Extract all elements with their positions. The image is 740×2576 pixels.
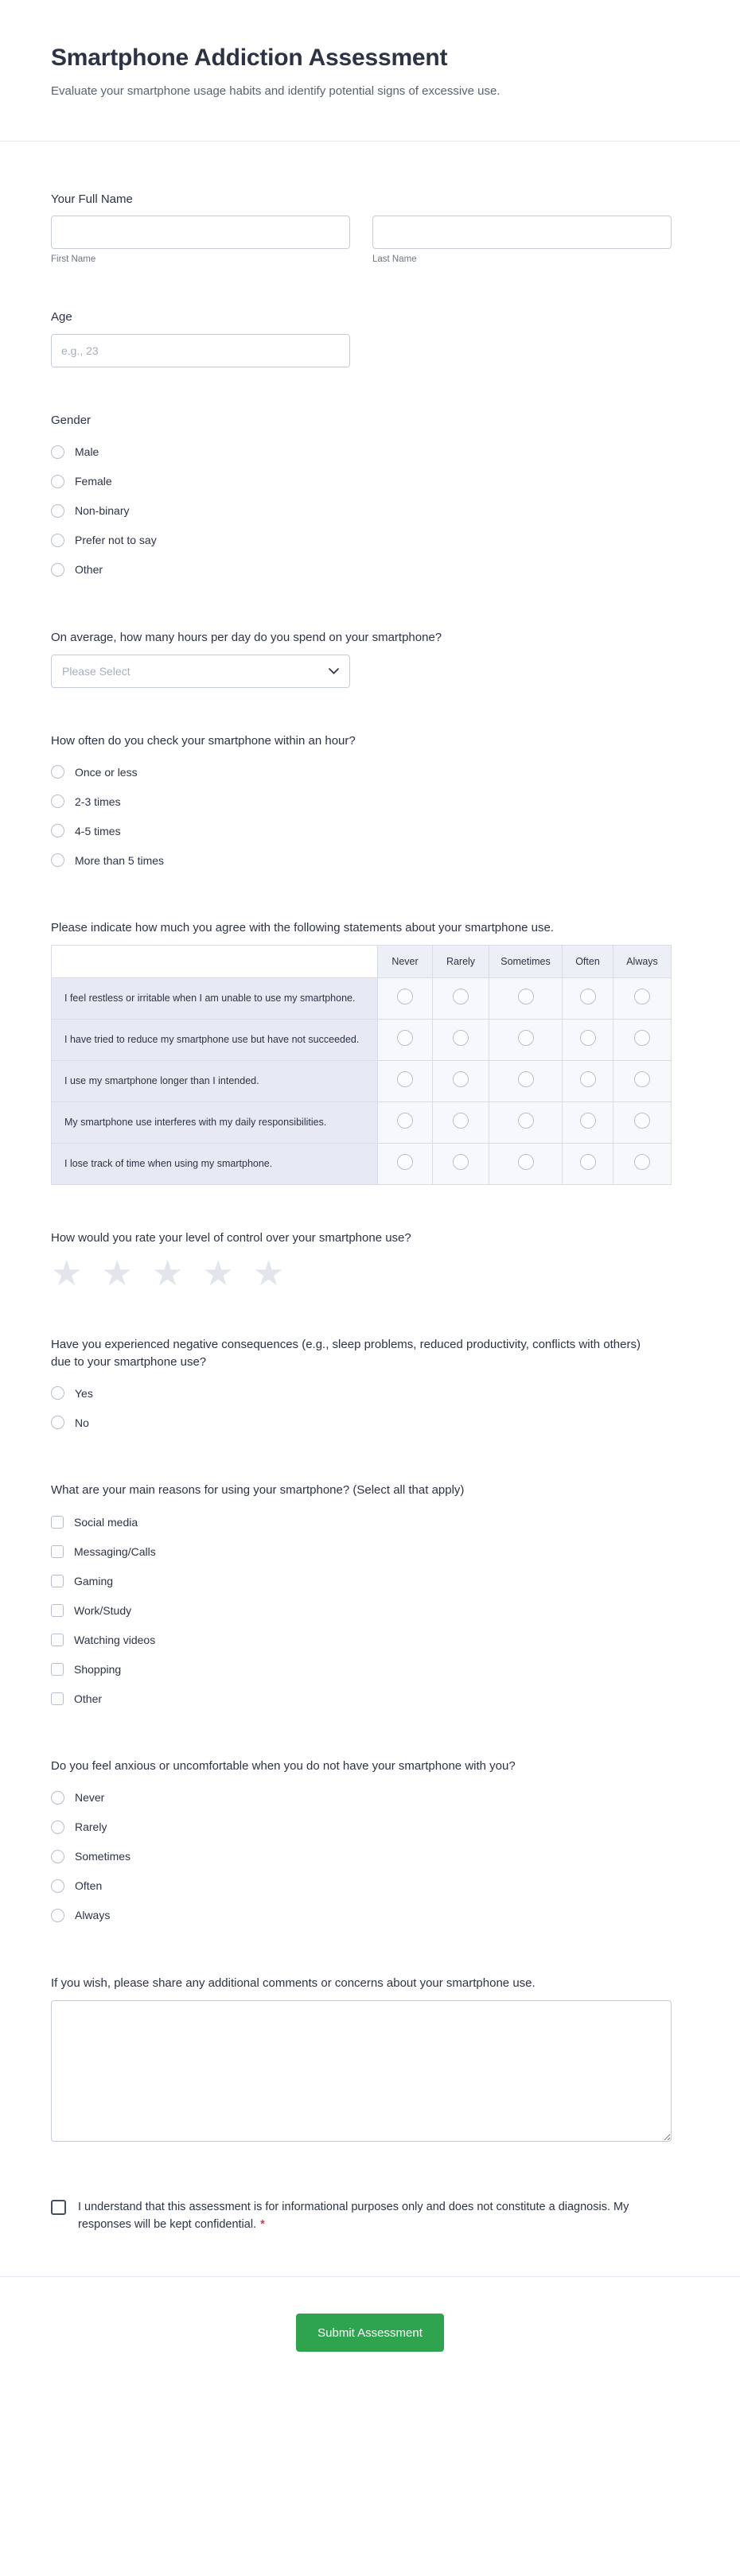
option-label: No <box>75 1416 89 1429</box>
matrix-radio[interactable] <box>453 1154 469 1170</box>
hours-select-value: Please Select <box>62 664 130 678</box>
comments-label: If you wish, please share any additional comments or concerns about your smartphone use. <box>51 1976 536 1990</box>
matrix-cell <box>489 1061 563 1102</box>
matrix-radio[interactable] <box>580 1071 596 1087</box>
star-rating <box>51 1253 672 1293</box>
field-anxiety <box>51 1758 672 1930</box>
field-comments <box>51 1975 672 2146</box>
gender-option-prefer-not-to-say[interactable] <box>51 526 672 555</box>
matrix-cell <box>433 1020 489 1061</box>
option-label: Other <box>75 563 103 577</box>
matrix-cell <box>433 1061 489 1102</box>
matrix-row <box>52 978 672 1020</box>
radio-icon[interactable] <box>51 1791 64 1805</box>
option-label: Female <box>75 475 112 488</box>
matrix-cell <box>378 1144 433 1185</box>
age-input[interactable] <box>51 334 350 367</box>
matrix-row <box>52 1102 672 1144</box>
last-name-sublabel: Last Name <box>372 254 417 265</box>
form-header <box>0 0 740 101</box>
matrix-cell <box>433 1102 489 1144</box>
reason-option-work-study[interactable] <box>51 1595 672 1625</box>
radio-icon[interactable] <box>51 765 64 779</box>
radio-icon[interactable] <box>51 1416 64 1429</box>
matrix-row <box>52 1144 672 1185</box>
submit-button[interactable]: Submit Assessment <box>296 2314 444 2352</box>
option-label: Social media <box>74 1515 138 1529</box>
radio-icon[interactable] <box>51 853 64 867</box>
matrix-radio[interactable] <box>518 1113 534 1129</box>
reason-option-watching-videos[interactable] <box>51 1625 672 1654</box>
option-label: Messaging/Calls <box>74 1544 156 1558</box>
matrix-row-label: I lose track of time when using my smartphone. <box>52 1144 378 1185</box>
first-name-input[interactable] <box>51 216 350 249</box>
page-subtitle: Evaluate your smartphone usage habits and identify potential signs of excessive use. <box>51 84 500 98</box>
option-label: Gaming <box>74 1574 114 1587</box>
matrix-radio[interactable] <box>518 1071 534 1087</box>
anxiety-options <box>51 1783 672 1930</box>
consent-statement: I understand that this assessment is for informational purposes only and does not constitute a diagnosis. My responses will be kept confidential. <box>78 2200 629 2231</box>
negative-option-yes[interactable] <box>51 1378 672 1408</box>
option-label: More than 5 times <box>75 853 165 867</box>
agreement-matrix-table <box>51 945 672 1185</box>
check-frequency-options <box>51 757 672 875</box>
field-negative-consequences <box>51 1336 672 1438</box>
full-name-label: Your Full Name <box>51 192 133 206</box>
star-icon[interactable]: ★ <box>151 1253 184 1293</box>
option-label: Always <box>75 1909 111 1922</box>
comments-textarea[interactable] <box>51 2000 672 2142</box>
matrix-column-often: Often <box>563 946 613 978</box>
option-label: Shopping <box>74 1662 122 1676</box>
option-label: Rarely <box>75 1820 107 1834</box>
matrix-cell <box>563 978 613 1020</box>
hours-select[interactable] <box>51 655 350 688</box>
checkbox-icon[interactable] <box>51 1663 64 1676</box>
option-label: Often <box>75 1879 103 1893</box>
consent-checkbox[interactable] <box>51 2200 66 2215</box>
star-icon[interactable]: ★ <box>252 1253 285 1293</box>
radio-icon[interactable] <box>51 1879 64 1893</box>
reason-option-messaging-calls[interactable] <box>51 1537 672 1566</box>
matrix-radio[interactable] <box>518 1154 534 1170</box>
field-full-name <box>51 191 672 265</box>
matrix-column-sometimes: Sometimes <box>489 946 563 978</box>
check-frequency-label: How often do you check your smartphone within an hour? <box>51 733 356 748</box>
option-label: 4-5 times <box>75 824 121 837</box>
matrix-cell <box>378 1020 433 1061</box>
matrix-radio[interactable] <box>580 1030 596 1046</box>
required-indicator: * <box>260 2217 265 2231</box>
matrix-cell <box>378 1061 433 1102</box>
consent-text <box>78 2198 672 2234</box>
form-body <box>0 142 740 2277</box>
name-inputs-row <box>51 216 672 264</box>
checkbox-icon[interactable] <box>51 1516 64 1529</box>
matrix-cell <box>563 1102 613 1144</box>
age-label: Age <box>51 310 72 324</box>
field-gender <box>51 412 672 585</box>
option-label: Non-binary <box>75 504 130 518</box>
field-usage-reasons <box>51 1482 672 1713</box>
matrix-corner-cell <box>52 946 378 978</box>
reason-option-other[interactable] <box>51 1684 672 1713</box>
option-label: Male <box>75 445 99 459</box>
matrix-radio[interactable] <box>634 1154 650 1170</box>
negative-consequences-label: Have you experienced negative consequences (e.g., sleep problems, reduced productivity, conflicts with others) due to your smartphone use? <box>51 1337 641 1369</box>
matrix-header-row <box>52 946 672 978</box>
option-label: Once or less <box>75 765 138 779</box>
matrix-cell <box>563 1061 613 1102</box>
checkbox-icon[interactable] <box>51 1692 64 1705</box>
negative-consequences-options <box>51 1378 672 1437</box>
hours-label: On average, how many hours per day do you spend on your smartphone? <box>51 630 442 644</box>
matrix-radio[interactable] <box>580 1113 596 1129</box>
anxiety-option-always[interactable] <box>51 1901 672 1930</box>
matrix-cell <box>613 978 672 1020</box>
matrix-row <box>52 1020 672 1061</box>
matrix-radio[interactable] <box>453 1071 469 1087</box>
matrix-radio[interactable] <box>580 989 596 1004</box>
matrix-cell <box>489 1144 563 1185</box>
usage-reasons-label: What are your main reasons for using your smartphone? (Select all that apply) <box>51 1483 465 1498</box>
anxiety-option-sometimes[interactable] <box>51 1842 672 1871</box>
matrix-column-rarely: Rarely <box>433 946 489 978</box>
matrix-label: Please indicate how much you agree with the following statements about your smartphone use. <box>51 921 555 935</box>
matrix-cell <box>613 1020 672 1061</box>
last-name-input[interactable] <box>372 216 672 249</box>
matrix-row-label: My smartphone use interferes with my daily responsibilities. <box>52 1102 378 1144</box>
star-icon[interactable]: ★ <box>101 1253 133 1293</box>
gender-option-male[interactable] <box>51 437 672 467</box>
matrix-radio[interactable] <box>518 989 534 1004</box>
matrix-radio[interactable] <box>397 1113 413 1129</box>
control-rating-label: How would you rate your level of control over your smartphone use? <box>51 1231 411 1245</box>
field-age <box>51 309 672 367</box>
anxiety-option-rarely[interactable] <box>51 1813 672 1842</box>
matrix-cell <box>613 1061 672 1102</box>
gender-label: Gender <box>51 414 92 427</box>
option-label: Sometimes <box>75 1850 131 1863</box>
radio-icon[interactable] <box>51 1909 64 1922</box>
matrix-row-label: I have tried to reduce my smartphone use but have not succeeded. <box>52 1020 378 1061</box>
option-label: 2-3 times <box>75 795 121 808</box>
option-label: Yes <box>75 1386 93 1400</box>
star-icon[interactable]: ★ <box>202 1253 234 1293</box>
reason-option-social-media[interactable] <box>51 1507 672 1537</box>
matrix-cell <box>563 1020 613 1061</box>
anxiety-option-never[interactable] <box>51 1783 672 1813</box>
gender-options <box>51 437 672 585</box>
matrix-radio[interactable] <box>634 989 650 1004</box>
last-name-group <box>372 216 672 264</box>
radio-icon[interactable] <box>51 1850 64 1863</box>
checkbox-icon[interactable] <box>51 1604 64 1617</box>
matrix-cell <box>489 978 563 1020</box>
option-label: Prefer not to say <box>75 534 157 547</box>
check-option-2-3-times[interactable] <box>51 787 672 816</box>
matrix-radio[interactable] <box>634 1030 650 1046</box>
reason-option-shopping[interactable] <box>51 1654 672 1684</box>
matrix-cell <box>378 1102 433 1144</box>
radio-icon[interactable] <box>51 824 64 837</box>
check-option-4-5-times[interactable] <box>51 816 672 845</box>
radio-icon[interactable] <box>51 795 64 808</box>
anxiety-label: Do you feel anxious or uncomfortable when you do not have your smartphone with you? <box>51 1759 516 1773</box>
star-icon[interactable]: ★ <box>51 1253 83 1293</box>
chevron-down-icon <box>329 668 339 674</box>
form-footer <box>0 2277 740 2352</box>
matrix-radio[interactable] <box>634 1071 650 1087</box>
field-control-rating <box>51 1230 672 1292</box>
matrix-radio[interactable] <box>397 989 413 1004</box>
field-check-frequency <box>51 732 672 876</box>
option-label: Other <box>74 1692 103 1705</box>
matrix-radio[interactable] <box>518 1030 534 1046</box>
matrix-cell <box>613 1102 672 1144</box>
option-label: Work/Study <box>74 1603 132 1617</box>
matrix-radio[interactable] <box>453 1113 469 1129</box>
matrix-cell <box>489 1020 563 1061</box>
check-option-once-or-less[interactable] <box>51 757 672 787</box>
gender-option-non-binary[interactable] <box>51 496 672 526</box>
radio-icon[interactable] <box>51 534 64 547</box>
field-hours-per-day <box>51 629 672 688</box>
usage-reasons-options <box>51 1507 672 1713</box>
matrix-cell <box>613 1144 672 1185</box>
matrix-radio[interactable] <box>397 1030 413 1046</box>
matrix-row-label: I feel restless or irritable when I am unable to use my smartphone. <box>52 978 378 1020</box>
matrix-radio[interactable] <box>634 1113 650 1129</box>
radio-icon[interactable] <box>51 504 64 518</box>
matrix-radio[interactable] <box>580 1154 596 1170</box>
matrix-radio[interactable] <box>453 1030 469 1046</box>
anxiety-option-often[interactable] <box>51 1871 672 1901</box>
matrix-radio[interactable] <box>453 989 469 1004</box>
option-label: Never <box>75 1791 105 1805</box>
negative-option-no[interactable] <box>51 1408 672 1437</box>
reason-option-gaming[interactable] <box>51 1566 672 1595</box>
matrix-cell <box>563 1144 613 1185</box>
field-agreement-matrix <box>51 919 672 1185</box>
matrix-radio[interactable] <box>397 1154 413 1170</box>
matrix-cell <box>378 978 433 1020</box>
matrix-row <box>52 1061 672 1102</box>
matrix-row-label: I use my smartphone longer than I intended. <box>52 1061 378 1102</box>
radio-icon[interactable] <box>51 563 64 577</box>
checkbox-icon[interactable] <box>51 1634 64 1646</box>
checkbox-icon[interactable] <box>51 1575 64 1587</box>
radio-icon[interactable] <box>51 445 64 459</box>
matrix-column-never: Never <box>378 946 433 978</box>
option-label: Watching videos <box>74 1633 156 1646</box>
checkbox-icon[interactable] <box>51 1545 64 1558</box>
gender-option-other[interactable] <box>51 555 672 585</box>
matrix-cell <box>489 1102 563 1144</box>
radio-icon[interactable] <box>51 1386 64 1400</box>
radio-icon[interactable] <box>51 475 64 488</box>
first-name-group <box>51 216 350 264</box>
consent-row <box>51 2198 672 2234</box>
matrix-cell <box>433 978 489 1020</box>
first-name-sublabel: First Name <box>51 254 96 265</box>
page-title: Smartphone Addiction Assessment <box>51 45 448 71</box>
matrix-cell <box>433 1144 489 1185</box>
matrix-radio[interactable] <box>397 1071 413 1087</box>
radio-icon[interactable] <box>51 1820 64 1834</box>
matrix-column-always: Always <box>613 946 672 978</box>
gender-option-female[interactable] <box>51 467 672 496</box>
check-option-more-than-5-times[interactable] <box>51 845 672 875</box>
